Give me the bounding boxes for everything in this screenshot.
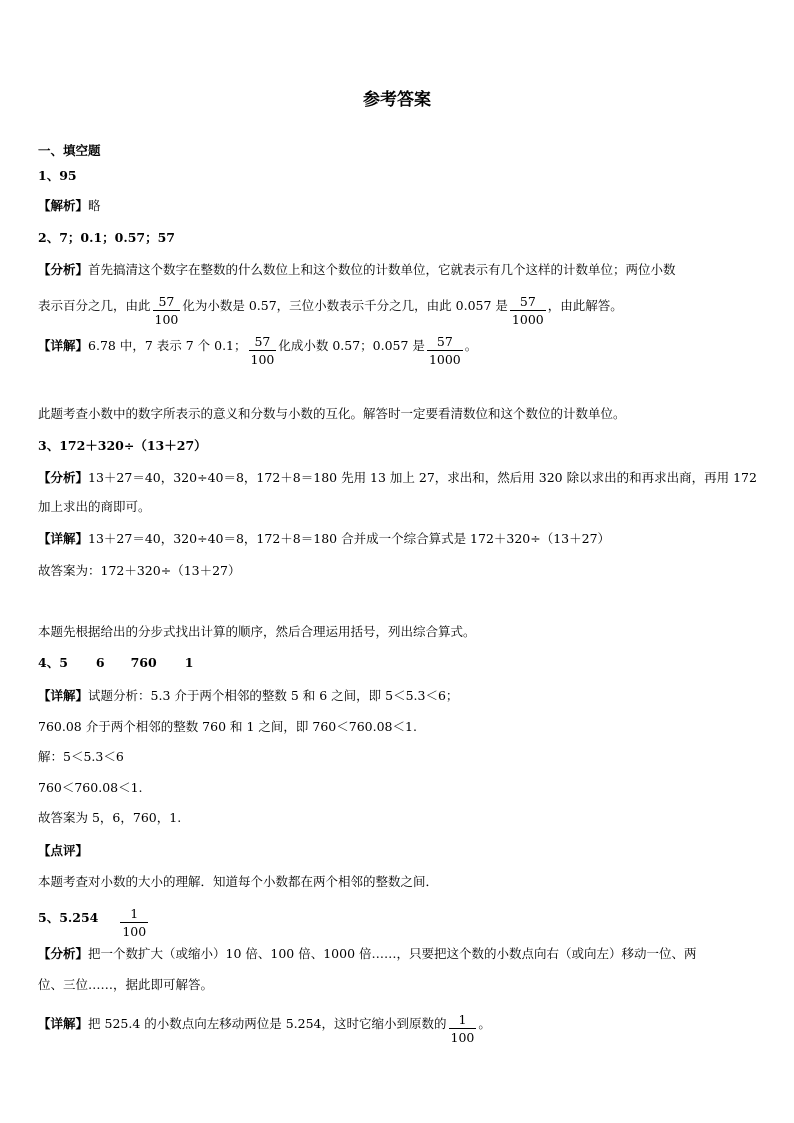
q5-xiangjie-a: 把 525.4 的小数点向左移动两位是 5.254，这时它缩小到原数的 [88, 1016, 447, 1031]
q2-xiangjie [38, 334, 477, 367]
fraction-57-100: $\frac{57}{100}$ [250, 334, 275, 367]
q3-answer: 3、172＋320÷（13＋27） [38, 438, 207, 453]
q4-xiangjie [38, 686, 458, 706]
dianping-tag: 【点评】 [38, 843, 89, 858]
q2-fenxi-text2a: 表示百分之几，由此 [38, 298, 151, 313]
q3-summary: 本题先根据给出的分步式找出计算的顺序，然后合理运用括号，列出综合算式。 [38, 624, 476, 639]
q2-fenxi-line2 [38, 294, 623, 327]
q1-jiexi-text: 略 [88, 198, 101, 213]
q4-answer [38, 653, 193, 673]
fenxi-tag: 【分析】 [38, 946, 89, 961]
q1-jiexi [38, 196, 101, 216]
q3-fenxi-text1: 13＋27＝40，320÷40＝8，172＋8＝180 先用 13 加上 27，求出和，然后用 320 除以求出的和再求出商，再用 172 [88, 470, 757, 485]
q3-xiangjie [38, 529, 610, 549]
q5-fenxi-line2: 位、三位……，据此即可解答。 [38, 977, 214, 992]
q5-fenxi-text1: 把一个数扩大（或缩小）10 倍、100 倍、1000 倍……，只要把这个数的小数点向右（或向左）移动一位、两 [88, 946, 697, 961]
q2-xiangjie-a: 6.78 中，7 表示 7 个 0.1； [88, 338, 247, 353]
q5-answer-value: 5、5.254 [38, 910, 99, 925]
q1-answer: 1、95 [38, 168, 77, 183]
q4-line4: 760＜760.08＜1. [38, 780, 143, 795]
q4-number: 4、 [38, 655, 60, 670]
fraction-1-100: $\frac{1}{100}$ [450, 1012, 475, 1045]
page-title: 参考答案 [363, 90, 431, 110]
xiangjie-tag: 【详解】 [38, 1016, 89, 1031]
q4-answer-1: 5 [59, 655, 68, 670]
q2-fenxi-text1: 首先搞清这个数字在整数的什么数位上和这个数位的计数单位，它就表示有几个这样的计数单位；两位小数 [88, 262, 676, 277]
q4-line6: 本题考查对小数的大小的理解．知道每个小数都在两个相邻的整数之间． [38, 874, 439, 889]
q3-fenxi-line2: 加上求出的商即可。 [38, 499, 151, 514]
q2-answer: 2、7；0.1；0.57；57 [38, 230, 175, 245]
q3-final: 故答案为：172＋320÷（13＋27） [38, 563, 241, 578]
q5-answer [38, 906, 150, 939]
fraction-57-100: $\frac{57}{100}$ [154, 294, 179, 327]
q2-fenxi-text2c: ，由此解答。 [547, 298, 623, 313]
q4-answer-2: 6 [95, 655, 105, 670]
q2-xiangjie-b: 化成小数 0.57；0.057 是 [278, 338, 425, 353]
fenxi-tag: 【分析】 [38, 262, 89, 277]
q2-xiangjie-c: 。 [464, 338, 478, 353]
xiangjie-tag: 【详解】 [38, 531, 89, 546]
fraction-1-100: $\frac{1}{100}$ [122, 906, 147, 939]
q4-line2: 760.08 介于两个相邻的整数 760 和 1 之间，即 760＜760.08＜1. [38, 719, 417, 734]
xiangjie-tag: 【详解】 [38, 688, 89, 703]
q2-summary: 此题考查小数中的数字所表示的意义和分数与小数的互化。解答时一定要看清数位和这个数位的计数单位。 [38, 406, 626, 421]
fenxi-tag: 【分析】 [38, 470, 89, 485]
q5-xiangjie [38, 1012, 491, 1045]
fraction-57-1000: $\frac{57}{1000}$ [511, 294, 544, 327]
q4-line1: 试题分析：5.3 介于两个相邻的整数 5 和 6 之间，即 5＜5.3＜6； [88, 688, 459, 703]
q2-fenxi-line1 [38, 260, 676, 280]
q2-fenxi-text2b: 化为小数是 0.57，三位小数表示千分之几，由此 0.057 是 [182, 298, 508, 313]
jiexi-tag: 【解析】 [38, 198, 89, 213]
section-heading: 一、填空题 [38, 143, 101, 158]
q3-xiangjie-text: 13＋27＝40，320÷40＝8，172＋8＝180 合并成一个综合算式是 172＋320÷（13＋27） [88, 531, 611, 546]
q4-line5: 故答案为 5，6，760，1. [38, 810, 182, 825]
q5-xiangjie-b: 。 [478, 1016, 491, 1031]
q4-answer-4: 1 [184, 655, 194, 670]
q3-fenxi-line1 [38, 468, 757, 488]
q5-fenxi-line1 [38, 944, 697, 964]
q4-answer-3: 760 [130, 655, 157, 670]
fraction-57-1000: $\frac{57}{1000}$ [428, 334, 461, 367]
xiangjie-tag: 【详解】 [38, 338, 89, 353]
q4-line3: 解：5＜5.3＜6 [38, 749, 124, 764]
